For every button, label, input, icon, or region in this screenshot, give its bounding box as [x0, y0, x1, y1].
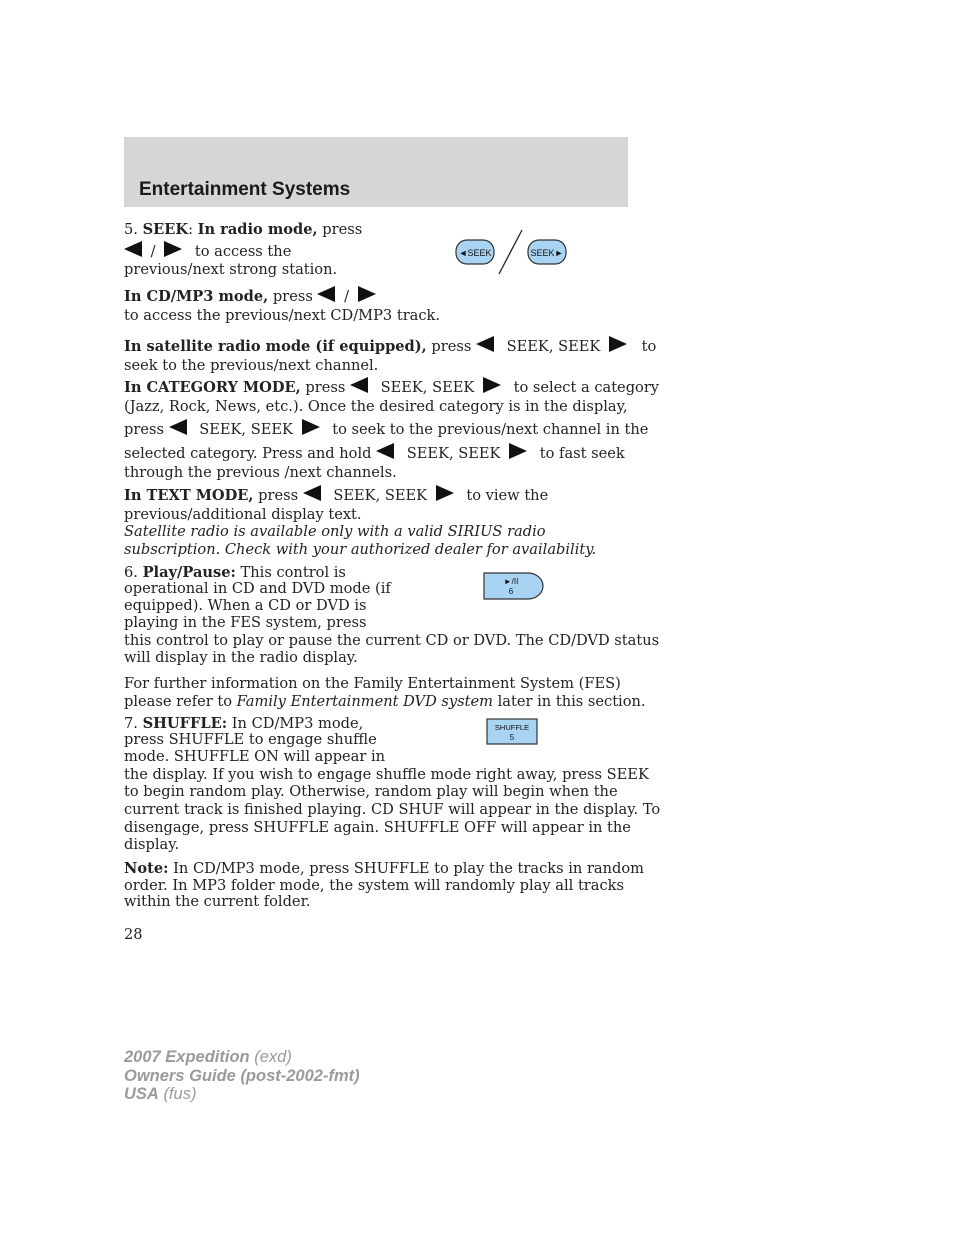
seek-right-arrow-icon	[164, 241, 182, 257]
shuffle-line-4: the display. If you wish to engage shuffle mode right away, press SEEK	[124, 766, 649, 783]
category-line-3: press SEEK, SEEK to seek to the previous/next channel in the	[124, 421, 649, 438]
shuffle-button-label: SHUFFLE	[494, 723, 530, 732]
shuffle-line-7: disengage, press SHUFFLE again. SHUFFLE OFF will appear in the	[124, 819, 631, 836]
category-line-4: selected category. Press and hold SEEK, SEEK to fast seek	[124, 445, 625, 462]
satellite-note-line-2: subscription. Check with your authorized dealer for availability.	[124, 541, 597, 558]
play-pause-button-illustration	[482, 571, 546, 601]
section-header	[124, 137, 628, 207]
footer-line-1: 2007 Expedition (exd)	[124, 1048, 292, 1066]
play-line-6: will display in the radio display.	[124, 649, 358, 666]
note-line-2: order. In MP3 folder mode, the system will randomly play all tracks	[124, 877, 624, 894]
category-line-1: In CATEGORY MODE, press SEEK, SEEK to select a category	[124, 379, 660, 396]
text-mode-line: In TEXT MODE, press SEEK, SEEK to view the	[124, 487, 549, 504]
satellite-note-line-1: Satellite radio is available only with a valid SIRIUS radio	[124, 523, 546, 540]
text-mode-line-2: previous/additional display text.	[124, 506, 362, 523]
play-pause-icon: ►/II	[503, 577, 519, 586]
footer-line-2: Owners Guide (post-2002-fmt)	[124, 1066, 360, 1085]
shuffle-line-6: current track is finished playing. CD SHUF will appear in the display. To	[124, 801, 661, 818]
sat-mode-line: In satellite radio mode (if equipped), press SEEK, SEEK to	[124, 338, 657, 355]
cat-left-arrow-icon	[350, 377, 368, 393]
page-number: 28	[124, 926, 143, 943]
document-footer	[124, 1048, 360, 1104]
seek-line-3: previous/next strong station.	[124, 261, 338, 278]
seek-right-button-label: SEEK►	[530, 248, 564, 258]
divider-slash	[499, 230, 522, 274]
cd-left-arrow-icon	[317, 286, 335, 302]
seek-buttons-illustration	[454, 228, 570, 278]
play-line-2: operational in CD and DVD mode (if	[124, 580, 391, 597]
seek-line-1: 5. SEEK: In radio mode, press	[124, 221, 363, 238]
seek-left-arrow-icon	[124, 241, 142, 257]
category-line-2: (Jazz, Rock, News, etc.). Once the desired category is in the display,	[124, 398, 628, 415]
shuffle-line-5: to begin random play. Otherwise, random play will begin when the	[124, 783, 618, 800]
shuffle-line-2: press SHUFFLE to engage shuffle	[124, 731, 377, 748]
cd-mode-line-2: to access the previous/next CD/MP3 track.	[124, 307, 441, 324]
play-line-5: this control to play or pause the current CD or DVD. The CD/DVD status	[124, 632, 660, 649]
note-line-1: Note: In CD/MP3 mode, press SHUFFLE to play the tracks in random	[124, 860, 644, 877]
cd-mode-line: In CD/MP3 mode, press /	[124, 286, 376, 305]
cd-right-arrow-icon	[358, 286, 376, 302]
seek-line-2: / to access the	[124, 241, 291, 260]
shuffle-button-number: 5	[509, 733, 515, 742]
cat3-left-arrow-icon	[376, 443, 394, 459]
text-left-arrow-icon	[303, 485, 321, 501]
sat-mode-line-2: seek to the previous/next channel.	[124, 357, 379, 374]
seek-left-button-label: ◄SEEK	[458, 248, 492, 258]
shuffle-button-illustration	[485, 717, 541, 747]
shuffle-line-1: 7. SHUFFLE: In CD/MP3 mode,	[124, 715, 364, 732]
play-line-4: playing in the FES system, press	[124, 614, 367, 631]
cat2-right-arrow-icon	[302, 419, 320, 435]
fes-line-2: please refer to Family Entertainment DVD system later in this section.	[124, 693, 646, 710]
text-right-arrow-icon	[436, 485, 454, 501]
cat-right-arrow-icon	[483, 377, 501, 393]
fes-line-1: For further information on the Family Entertainment System (FES)	[124, 675, 621, 692]
sat-right-arrow-icon	[609, 336, 627, 352]
cat2-left-arrow-icon	[169, 419, 187, 435]
sat-left-arrow-icon	[476, 336, 494, 352]
note-line-3: within the current folder.	[124, 893, 311, 910]
shuffle-line-3: mode. SHUFFLE ON will appear in	[124, 748, 386, 765]
play-line-3: equipped). When a CD or DVD is	[124, 597, 367, 614]
category-line-5: through the previous /next channels.	[124, 464, 397, 481]
section-title: Entertainment Systems	[139, 179, 351, 200]
play-pause-button-number: 6	[508, 587, 514, 596]
cat3-right-arrow-icon	[509, 443, 527, 459]
footer-line-3: USA (fus)	[124, 1085, 197, 1103]
play-line-1: 6. Play/Pause: This control is	[124, 564, 346, 581]
shuffle-line-8: display.	[124, 836, 180, 853]
